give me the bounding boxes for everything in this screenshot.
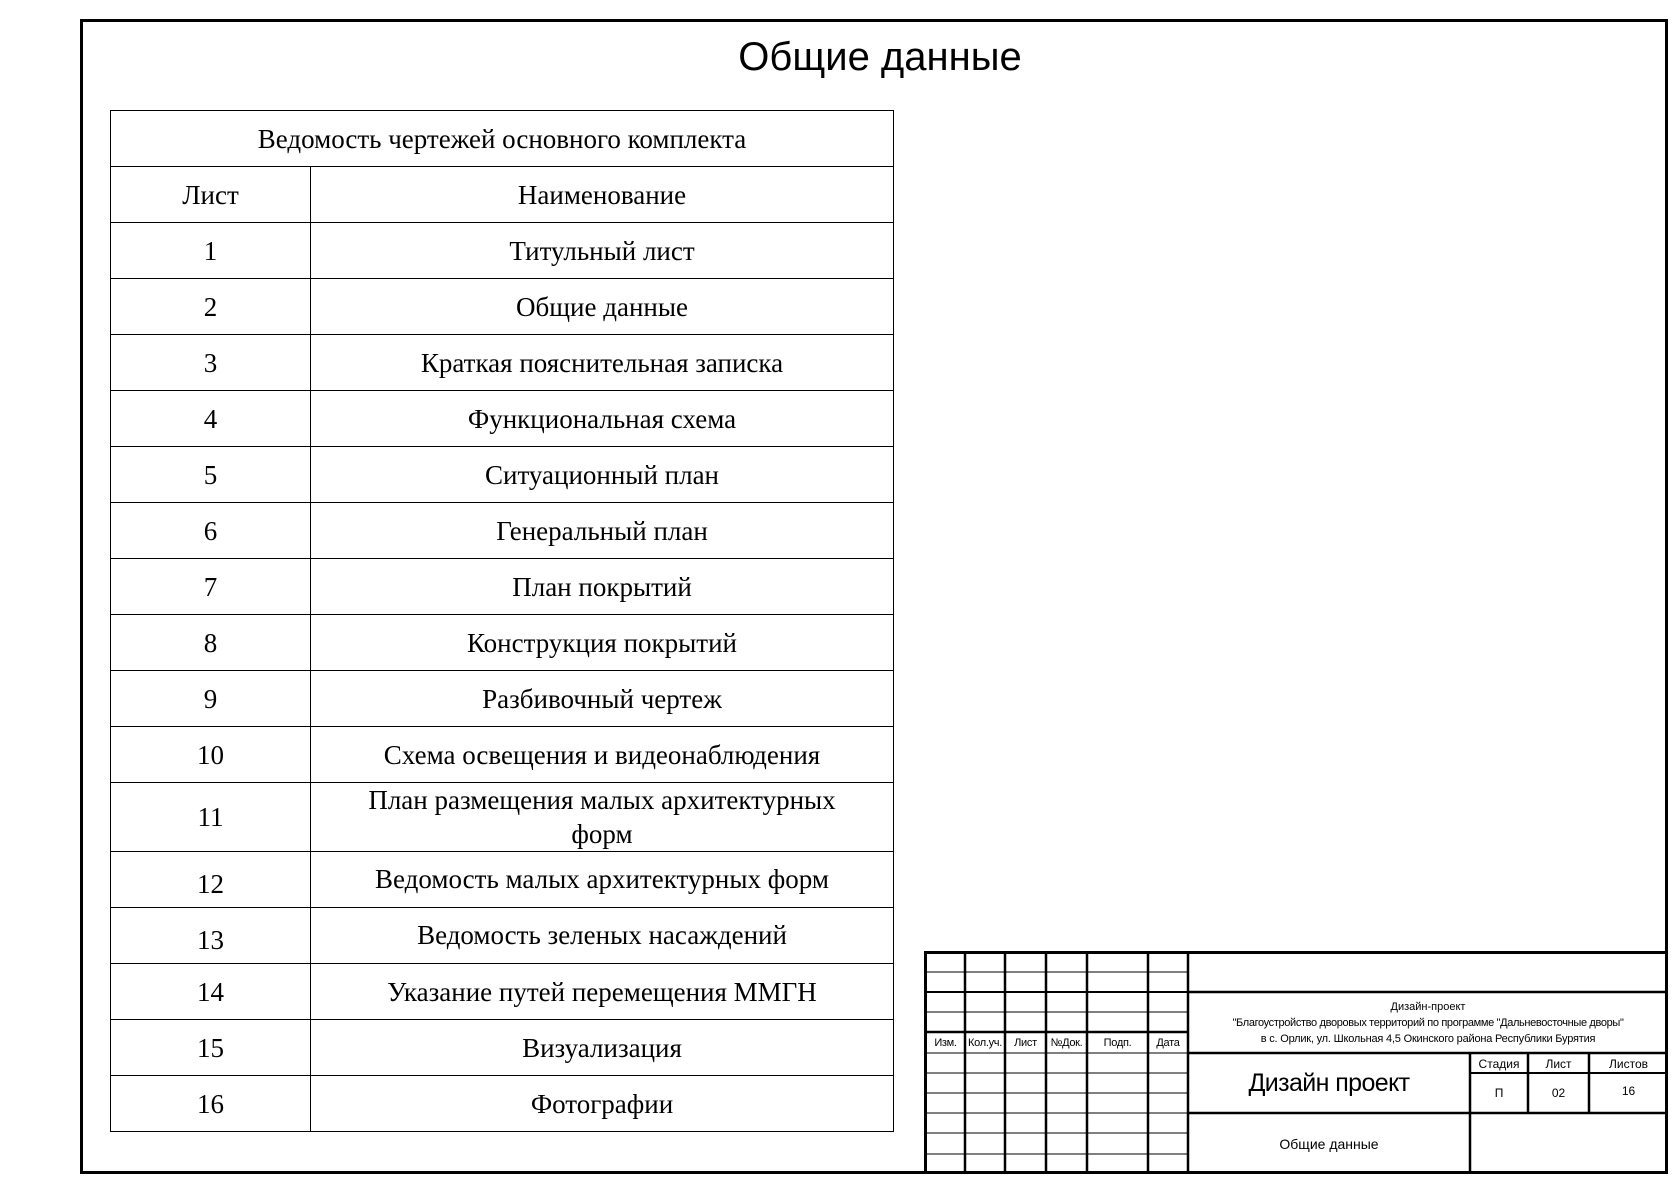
table-row (111, 447, 894, 503)
sheet-name-line-1: План размещения малых архитектурных (368, 785, 836, 815)
project-name: "Благоустройство дворовых территорий по программе "Дальневосточные дворы" (1232, 1017, 1624, 1029)
document-title: Дизайн проект (1248, 1069, 1410, 1097)
sheet-number: 8 (111, 615, 311, 671)
sheet-number: 9 (111, 671, 311, 727)
table-row (111, 727, 894, 783)
project-address: в с. Орлик, ул. Школьная 4,5 Окинского района Республики Бурятия (1260, 1033, 1596, 1045)
sheet-number: 2 (111, 279, 311, 335)
header-ndoc: №Док. (1050, 1037, 1083, 1049)
project-type: Дизайн-проект (1390, 1001, 1466, 1013)
header-podp: Подп. (1103, 1037, 1132, 1049)
table-row (111, 615, 894, 671)
sheet-name: Фотографии (311, 1076, 894, 1132)
header-list: Лист (1014, 1037, 1037, 1049)
sheet-name: Разбивочный чертеж (311, 671, 894, 727)
sheet-name: Титульный лист (311, 223, 894, 279)
stage-value: П (1494, 1086, 1504, 1100)
title-block (924, 951, 1668, 1174)
header-kol-uch: Кол.уч. (968, 1037, 1002, 1049)
sheet-name: Ведомость малых архитектурных форм (311, 852, 894, 908)
sheet-number-value: 02 (1551, 1086, 1566, 1100)
column-header-name: Наименование (311, 167, 894, 223)
sheet-name: Ведомость зеленых насаждений (311, 908, 894, 964)
sheet-number: 10 (111, 727, 311, 783)
sheet-number: 3 (111, 335, 311, 391)
table-row (111, 335, 894, 391)
table-caption-row (111, 111, 894, 167)
sheet-name: Краткая пояснительная записка (311, 335, 894, 391)
table-row (111, 391, 894, 447)
sheet-number: 11 (111, 783, 311, 852)
sheet-name: Схема освещения и видеонаблюдения (311, 727, 894, 783)
table-row (111, 964, 894, 1020)
table-row (111, 908, 894, 964)
table-caption: Ведомость чертежей основного комплекта (111, 111, 894, 167)
sheet-name: План покрытий (311, 559, 894, 615)
table-row (111, 852, 894, 908)
sheet-number: 16 (111, 1076, 311, 1132)
table-row (111, 671, 894, 727)
sheet-number: 1 (111, 223, 311, 279)
sheet-number: 7 (111, 559, 311, 615)
sheet-name: Визуализация (311, 1020, 894, 1076)
table-row (111, 783, 894, 852)
sheet-name-line-2: форм (571, 819, 633, 849)
table-row (111, 223, 894, 279)
header-izm: Изм. (934, 1037, 957, 1049)
sheets-label: Листов (1609, 1057, 1648, 1071)
sheet-name: Функциональная схема (311, 391, 894, 447)
sheet-number: 15 (111, 1020, 311, 1076)
stage-label: Стадия (1478, 1057, 1520, 1071)
sheet-number: 4 (111, 391, 311, 447)
table-row (111, 1076, 894, 1132)
sheet-number: 14 (111, 964, 311, 1020)
sheet-name: Общие данные (311, 279, 894, 335)
column-header-sheet: Лист (111, 167, 311, 223)
sheet-name: Ситуационный план (311, 447, 894, 503)
table-row (111, 1020, 894, 1076)
sheet-number: 12 (111, 852, 311, 908)
sheet-name: Генеральный план (311, 503, 894, 559)
sheet-number: 6 (111, 503, 311, 559)
sheet-list-table (110, 110, 894, 1132)
sheet-label: Лист (1545, 1057, 1572, 1071)
page-title: Общие данные (738, 35, 1022, 79)
header-date: Дата (1156, 1037, 1180, 1049)
sheet-name: Указание путей перемещения ММГН (311, 964, 894, 1020)
sheet-number: 5 (111, 447, 311, 503)
sheet-name: Конструкция покрытий (311, 615, 894, 671)
table-row (111, 503, 894, 559)
table-header-row (111, 167, 894, 223)
sheet-name (311, 783, 894, 852)
table-row (111, 279, 894, 335)
sheet-title: Общие данные (1279, 1136, 1379, 1152)
sheets-count-value: 16 (1621, 1084, 1636, 1098)
table-row (111, 559, 894, 615)
sheet-number: 13 (111, 908, 311, 964)
